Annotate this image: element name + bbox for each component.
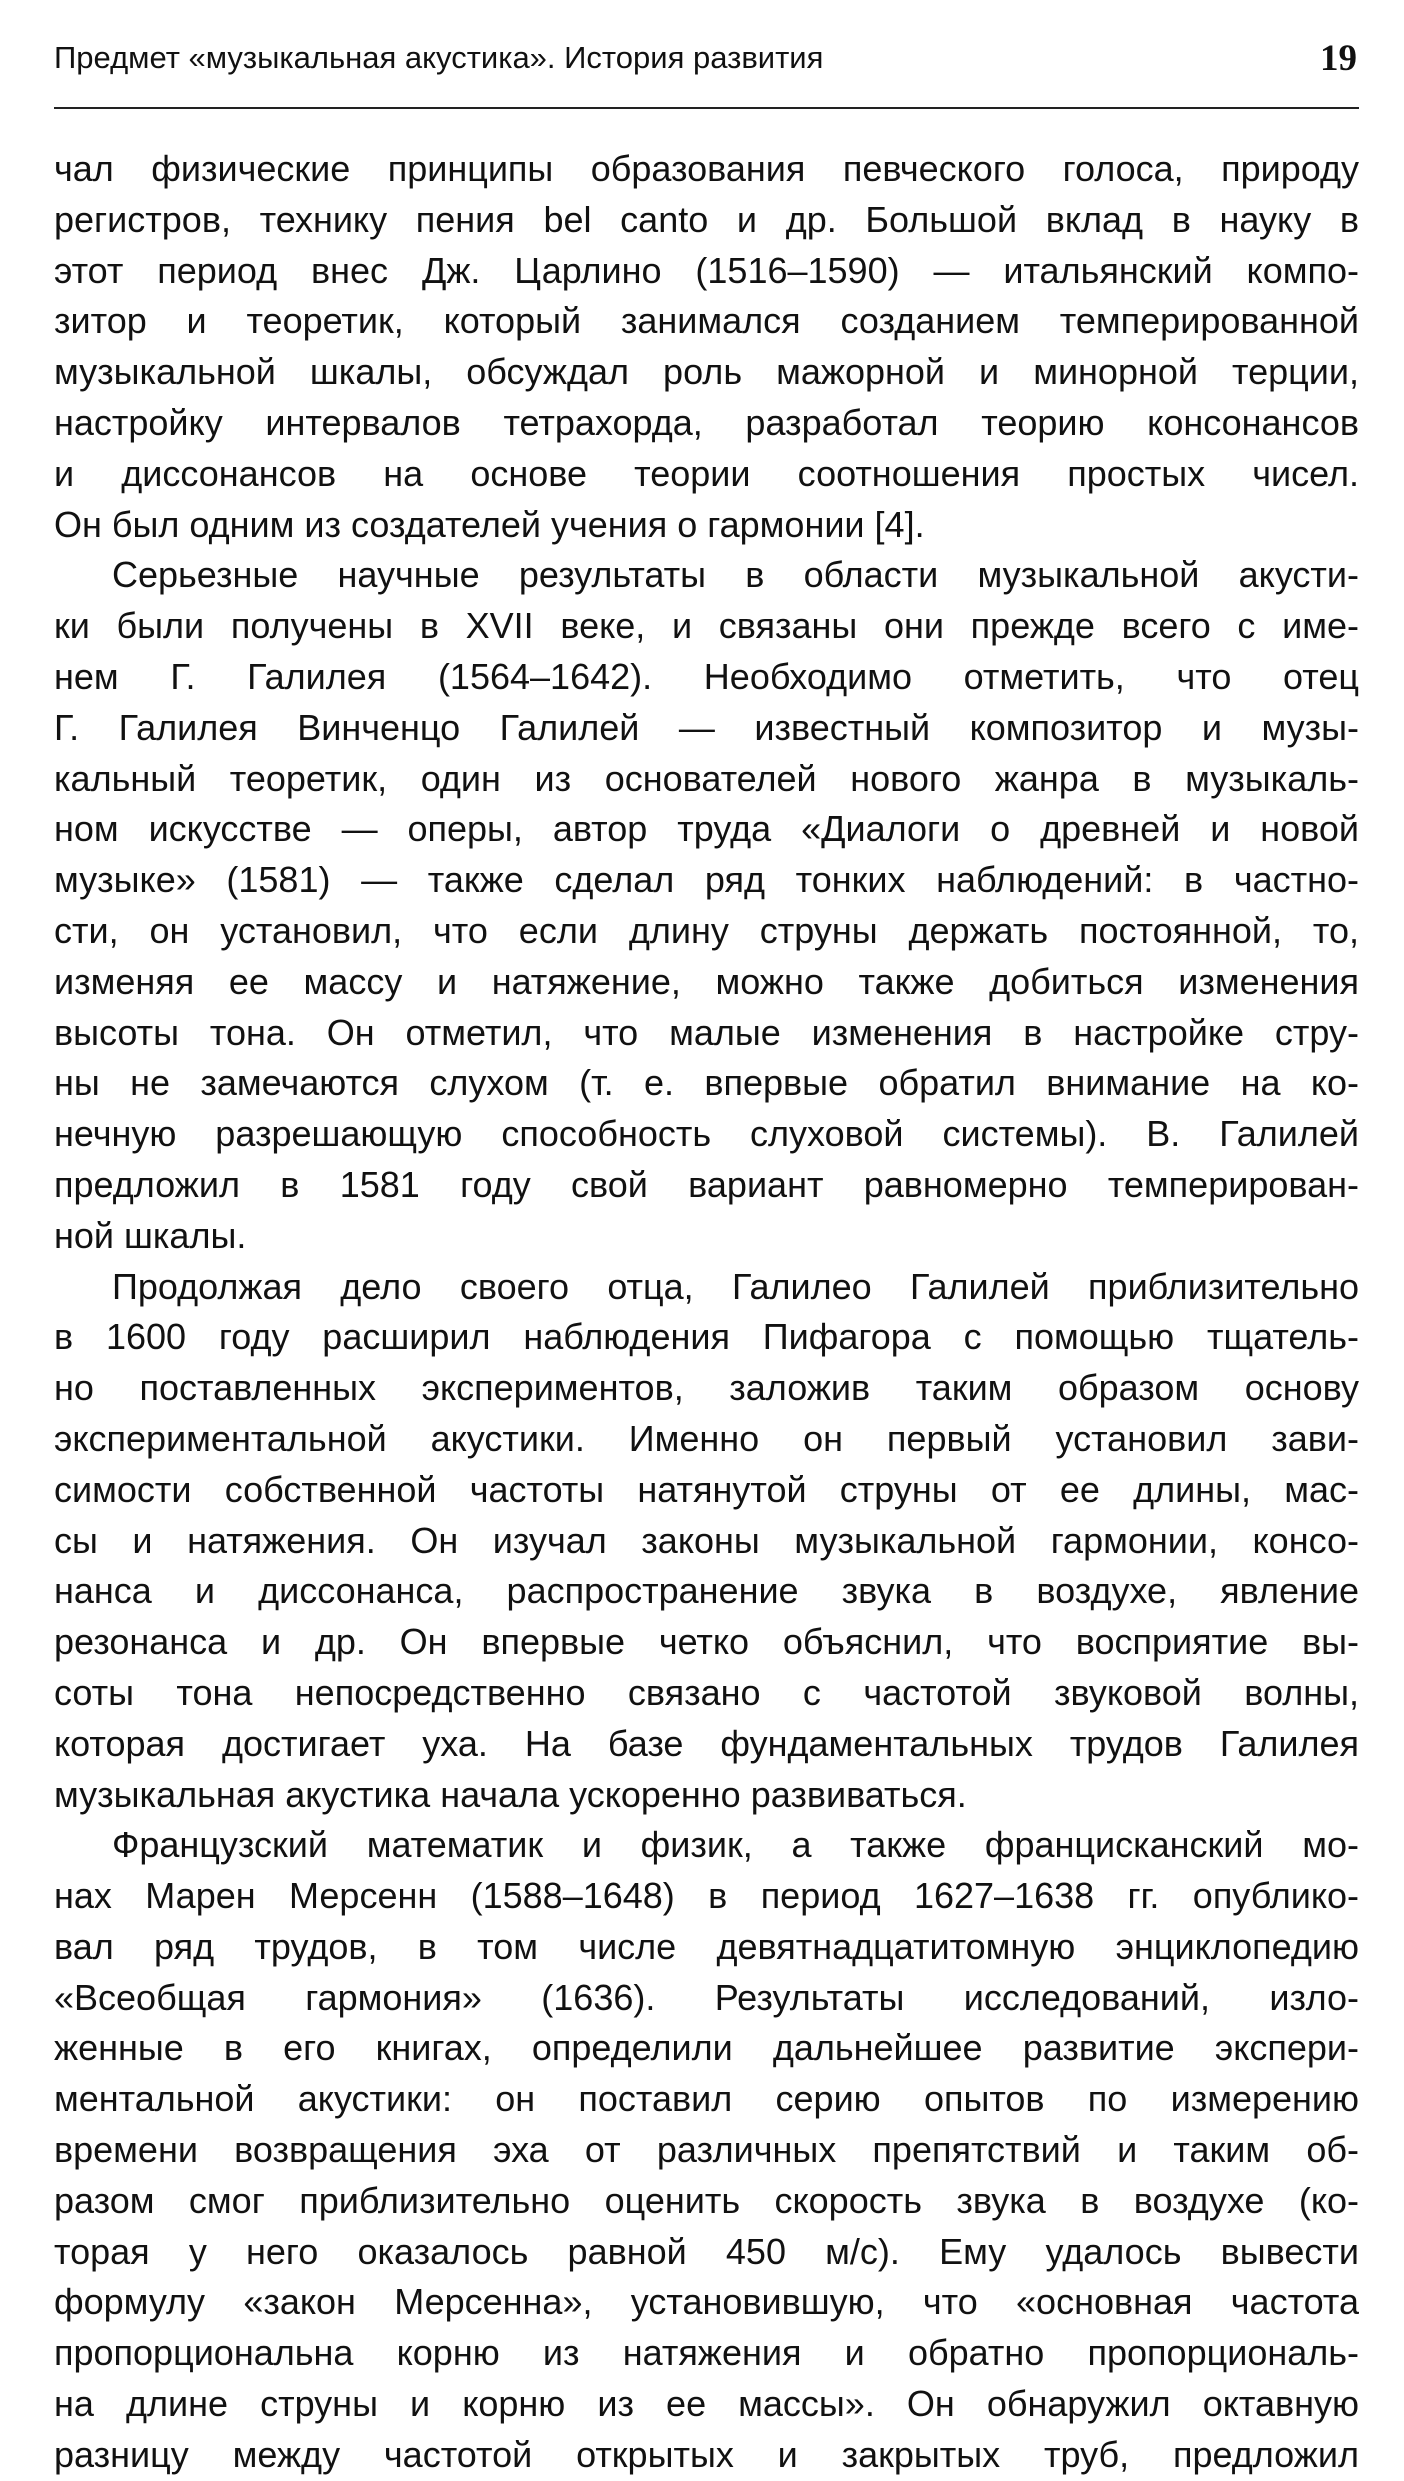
- text-line: сти, он установил, что если длину струны держать постоянной, то,: [54, 909, 1359, 951]
- text-line: соты тона непосредственно связано с частотой звуковой волны,: [54, 1671, 1359, 1713]
- text-line: нем Г. Галилея (1564–1642). Необходимо отметить, что отец: [54, 655, 1359, 697]
- text-line: которая достигает уха. На базе фундаментальных трудов Галилея: [54, 1722, 1359, 1764]
- running-header: [54, 38, 1359, 94]
- paragraph-2: [54, 550, 1359, 1261]
- text-line: нечную разрешающую способность слуховой системы). В. Галилей: [54, 1113, 1359, 1155]
- text-line: экспериментальной акустики. Именно он первый установил зави-: [54, 1417, 1359, 1459]
- text-line: высоты тона. Он отметил, что малые изменения в настройке стру-: [54, 1011, 1359, 1053]
- text-line: Продолжая дело своего отца, Галилео Галилей приблизительно: [112, 1265, 1359, 1307]
- text-line: этот период внес Дж. Царлино (1516–1590) — итальянский компо-: [54, 249, 1359, 291]
- text-line: и диссонансов на основе теории соотношения простых чисел.: [54, 452, 1359, 494]
- text-line: регистров, технику пения bel canto и др. Большой вклад в науку в: [54, 198, 1359, 240]
- paragraph-4: [54, 1820, 1359, 2480]
- text-line: зитор и теоретик, который занимался созданием темперированной: [54, 300, 1359, 342]
- text-line: настройку интервалов тетрахорда, разработал теорию консонансов: [54, 401, 1359, 443]
- body-text: [54, 144, 1359, 2481]
- text-line: Он был одним из создателей учения о гармонии [4].: [54, 503, 925, 545]
- text-line: ментальной акустики: он поставил серию опытов по измерению: [54, 2078, 1359, 2120]
- chapter-title: Предмет «музыкальная акустика». История развития: [54, 40, 824, 75]
- text-line: нанса и диссонанса, распространение звука в воздухе, явление: [54, 1570, 1359, 1612]
- page-number: 19: [1320, 38, 1357, 79]
- text-line: «Всеобщая гармония» (1636). Результаты исследований, изло-: [54, 1976, 1359, 2018]
- text-line: пропорциональна корню из натяжения и обратно пропорциональ-: [54, 2332, 1359, 2374]
- text-line: на длине струны и корню из ее массы». Он обнаружил октавную: [54, 2383, 1359, 2425]
- text-line: симости собственной частоты натянутой струны от ее длины, мас-: [54, 1468, 1359, 1510]
- text-line: ной шкалы.: [54, 1214, 247, 1256]
- text-line: музыкальная акустика начала ускоренно развиваться.: [54, 1773, 967, 1815]
- text-line: ном искусстве — оперы, автор труда «Диалоги о древней и новой: [54, 808, 1359, 850]
- text-line: кальный теоретик, один из основателей нового жанра в музыкаль-: [54, 757, 1359, 799]
- text-line: ны не замечаются слухом (т. е. впервые обратил внимание на ко-: [54, 1062, 1359, 1104]
- text-line: сы и натяжения. Он изучал законы музыкальной гармонии, консо-: [54, 1519, 1359, 1561]
- book-page: [54, 0, 1359, 2480]
- text-line: формулу «закон Мерсенна», установившую, что «основная частота: [54, 2281, 1359, 2323]
- text-line: торая у него оказалось равной 450 м/с). Ему удалось вывести: [54, 2230, 1359, 2272]
- text-line: музыке» (1581) — также сделал ряд тонких наблюдений: в частно-: [54, 859, 1359, 901]
- text-line: разницу между частотой открытых и закрытых труб, предложил: [54, 2433, 1359, 2475]
- text-line: женные в его книгах, определили дальнейшее развитие экспери-: [54, 2027, 1359, 2069]
- text-line: резонанса и др. Он впервые четко объяснил, что восприятие вы-: [54, 1621, 1359, 1663]
- text-line: ки были получены в XVII веке, и связаны они прежде всего с име-: [54, 605, 1359, 647]
- text-line: изменяя ее массу и натяжение, можно также добиться изменения: [54, 960, 1359, 1002]
- text-line: времени возвращения эха от различных препятствий и таким об-: [54, 2129, 1359, 2171]
- text-line: Серьезные научные результаты в области музыкальной акусти-: [112, 554, 1359, 596]
- text-line: чал физические принципы образования певческого голоса, природу: [54, 148, 1359, 189]
- text-line: нах Марен Мерсенн (1588–1648) в период 1627–1638 гг. опублико-: [54, 1875, 1359, 1917]
- paragraph-1: [54, 144, 1359, 550]
- text-line: Г. Галилея Винченцо Галилей — известный композитор и музы-: [54, 706, 1359, 748]
- text-line: вал ряд трудов, в том числе девятнадцатитомную энциклопедию: [54, 1925, 1359, 1967]
- text-line: музыкальной шкалы, обсуждал роль мажорной и минорной терции,: [54, 351, 1359, 393]
- text-line: в 1600 году расширил наблюдения Пифагора с помощью тщатель-: [54, 1316, 1359, 1358]
- text-line: Французский математик и физик, а также францисканский мо-: [112, 1824, 1359, 1866]
- paragraph-3: [54, 1262, 1359, 1821]
- text-line: но поставленных экспериментов, заложив таким образом основу: [54, 1367, 1359, 1409]
- text-line: разом смог приблизительно оценить скорость звука в воздухе (ко-: [54, 2179, 1359, 2221]
- header-divider: [54, 107, 1359, 109]
- text-line: предложил в 1581 году свой вариант равномерно темперирован-: [54, 1163, 1359, 1205]
